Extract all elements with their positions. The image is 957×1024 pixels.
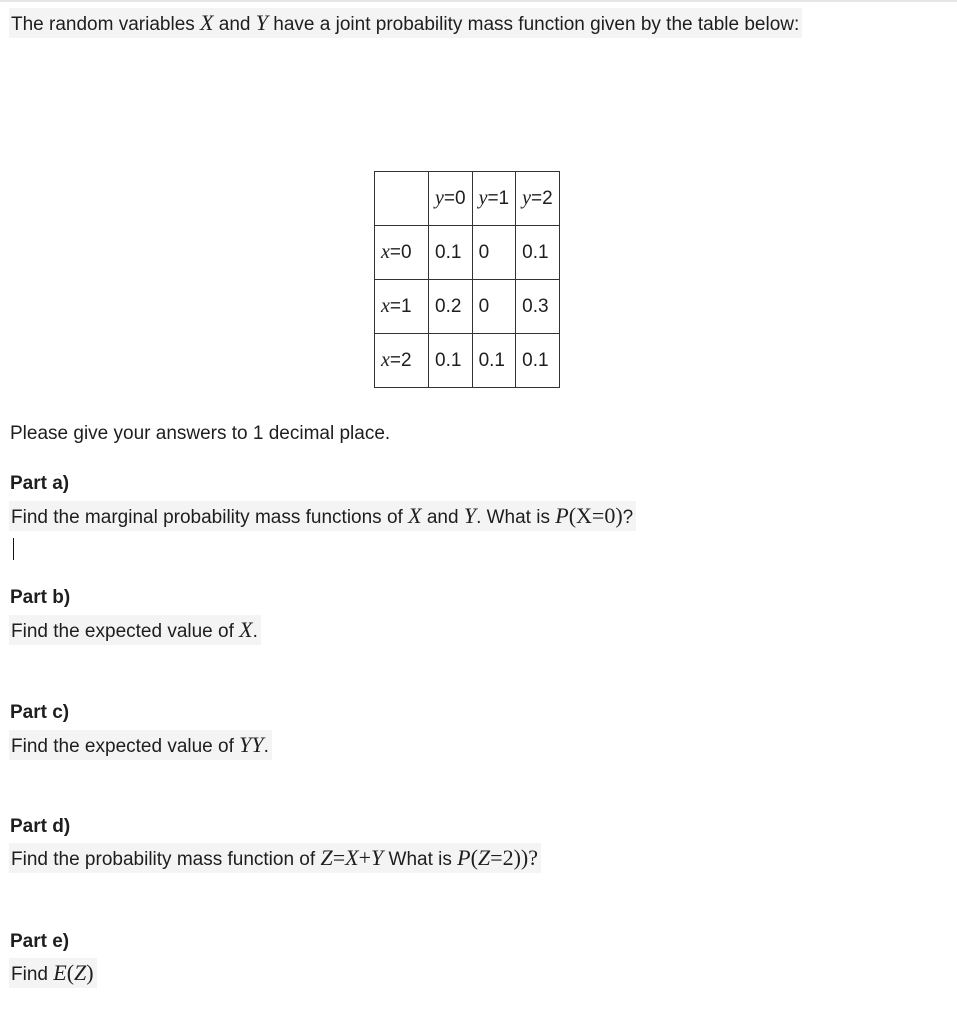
variable-x: X [200, 10, 214, 35]
variable-x: X [345, 845, 359, 870]
table-row [375, 226, 560, 280]
variable-y: Y [370, 845, 384, 870]
table-corner-cell [375, 172, 429, 226]
part-a-title: Part a) [10, 473, 70, 494]
variable-z: Z [477, 845, 491, 870]
table-cell: 0.1 [516, 226, 560, 280]
column-header-y1: y=1 [472, 172, 516, 226]
part-c-title: Part c) [10, 702, 70, 723]
intro-text-part: The random variables [11, 14, 201, 35]
expectation-symbol: E [53, 960, 67, 985]
joint-pmf-table [374, 171, 560, 388]
instruction-text: Please give your answers to 1 decimal place. [10, 423, 391, 444]
table-cell: 0.1 [429, 226, 473, 280]
part-d-title: Part d) [10, 816, 71, 837]
table-cell: 0.1 [516, 334, 560, 388]
part-e-title: Part e) [10, 931, 70, 952]
part-e-question: Find E(Z) [9, 958, 97, 988]
probability-symbol: P [457, 845, 471, 870]
table-cell: 0.1 [472, 334, 516, 388]
part-d-question: Find the probability mass function of Z=X+Y What is P(Z=2))? [9, 843, 541, 873]
variable-x: X [408, 503, 422, 528]
math-expression: (X=0) [568, 503, 623, 528]
intro-text-part: and [213, 14, 256, 35]
part-a-question: Find the marginal probability mass functions of X and Y. What is P(X=0)? [9, 501, 636, 531]
top-border [0, 0, 957, 2]
table-cell: 0.1 [429, 334, 473, 388]
table-header-row [375, 172, 560, 226]
variable-x: X [239, 617, 253, 642]
variable-yy: YY [239, 732, 264, 757]
variable-y: Y [255, 10, 269, 35]
part-b-question: Find the expected value of X. [9, 615, 261, 645]
column-header-y2: y=2 [516, 172, 560, 226]
intro-text [9, 8, 802, 38]
part-b-title: Part b) [10, 587, 71, 608]
row-header-x0: x=0 [375, 226, 429, 280]
probability-symbol: P [555, 503, 569, 528]
row-header-x1: x=1 [375, 280, 429, 334]
table-cell: 0 [472, 280, 516, 334]
variable-z: Z [74, 960, 87, 985]
row-header-x2: x=2 [375, 334, 429, 388]
variable-y: Y [463, 503, 477, 528]
intro-text-part: have a joint probability mass function given by the table below: [268, 14, 800, 35]
column-header-y0: y=0 [429, 172, 473, 226]
variable-z: Z [320, 845, 333, 870]
table-row [375, 280, 560, 334]
table-cell: 0.3 [516, 280, 560, 334]
table-row [375, 334, 560, 388]
table-cell: 0 [472, 226, 516, 280]
text-cursor[interactable] [13, 538, 14, 560]
part-c-question: Find the expected value of YY. [9, 730, 272, 760]
table-cell: 0.2 [429, 280, 473, 334]
